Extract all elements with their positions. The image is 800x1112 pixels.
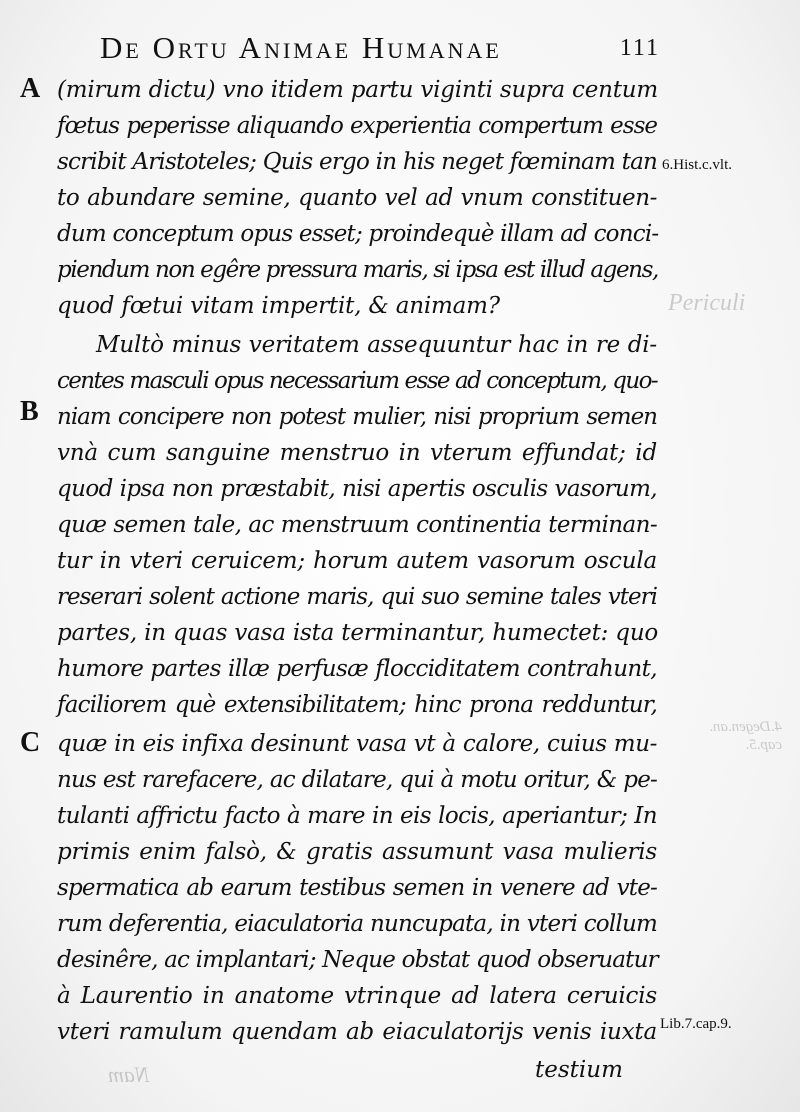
section-marker-c: C [20,727,41,758]
text-line: tulanti affrictu facto à mare in eis locis, aperiantur; In [57,803,657,829]
text-line: humore partes illæ perfusæ flocciditatem contrahunt, [57,656,657,682]
text-line: quæ semen tale, ac menstruum continentia terminan- [57,512,657,538]
running-header [100,28,660,68]
text-line: quæ in eis infixa desinunt vasa vt à calore, cuius mu- [57,731,657,757]
marginal-note: Lib.7.cap.9. [660,1016,732,1032]
text-line: fœtus peperisse aliquando experientia compertum esse [57,113,657,139]
text-line: quod ipsa non præstabit, nisi apertis osculis vasorum, [57,476,657,502]
text-line: tur in vteri ceruicem; horum autem vasorum oscula [57,548,657,574]
text-line: faciliorem què extensibilitatem; hinc prona redduntur, [57,692,657,718]
text-line: piendum non egêre pressura maris, si ipsa est illud agens, [57,257,658,283]
show-through-text: Periculi [668,290,746,316]
catchword: testium [535,1057,623,1083]
text-line: niam concipere non potest mulier, nisi proprium semen [57,404,657,430]
text-line: centes masculi opus necessarium esse ad conceptum, quo- [57,368,657,394]
show-through-note: 4.Degen.an. cap.5. [709,719,782,753]
text-line: dum conceptum opus esset; proindequè illam ad conci- [57,221,659,247]
text-line: desinêre, ac implantari; Neque obstat quod obseruatur [57,947,658,973]
text-line: spermatica ab earum testibus semen in venere ad vte- [57,875,657,901]
text-line: quod fœtui vitam impertit, & animam? [57,293,500,319]
marginal-note: 6.Hist.c.vlt. [662,157,732,173]
text-line: to abundare semine, quanto vel ad vnum constituen- [57,185,657,211]
text-line: Multò minus veritatem assequuntur hac in re di- [96,332,657,358]
text-line: reserari solent actione maris, qui suo semine tales vteri [57,584,657,610]
text-line: vteri ramulum quendam ab eiaculatorijs venis iuxta [57,1019,657,1045]
page-number: 111 [619,34,660,61]
text-line: nus est rarefacere, ac dilatare, qui à motu oritur, & pe- [57,767,657,793]
text-line: vnà cum sanguine menstruo in vterum effundat; id [57,440,657,466]
show-through-text: Nam [108,1062,150,1087]
text-line: (mirum dictu) vno itidem partu viginti supra centum [57,77,659,103]
section-marker-b: B [20,396,39,427]
section-marker-a: A [20,73,41,104]
running-title: De Ortu Animae Humanae [100,30,502,65]
text-line: partes, in quas vasa ista terminantur, humectet: quo [57,620,659,646]
text-line: à Laurentio in anatome vtrinque ad latera ceruicis [57,983,657,1009]
text-line: rum deferentia, eiaculatoria nuncupata, in vteri collum [57,911,657,937]
text-line: primis enim falsò, & gratis assumunt vasa mulieris [57,839,657,865]
text-line: scribit Aristoteles; Quis ergo in his neget fœminam tan [57,149,657,175]
